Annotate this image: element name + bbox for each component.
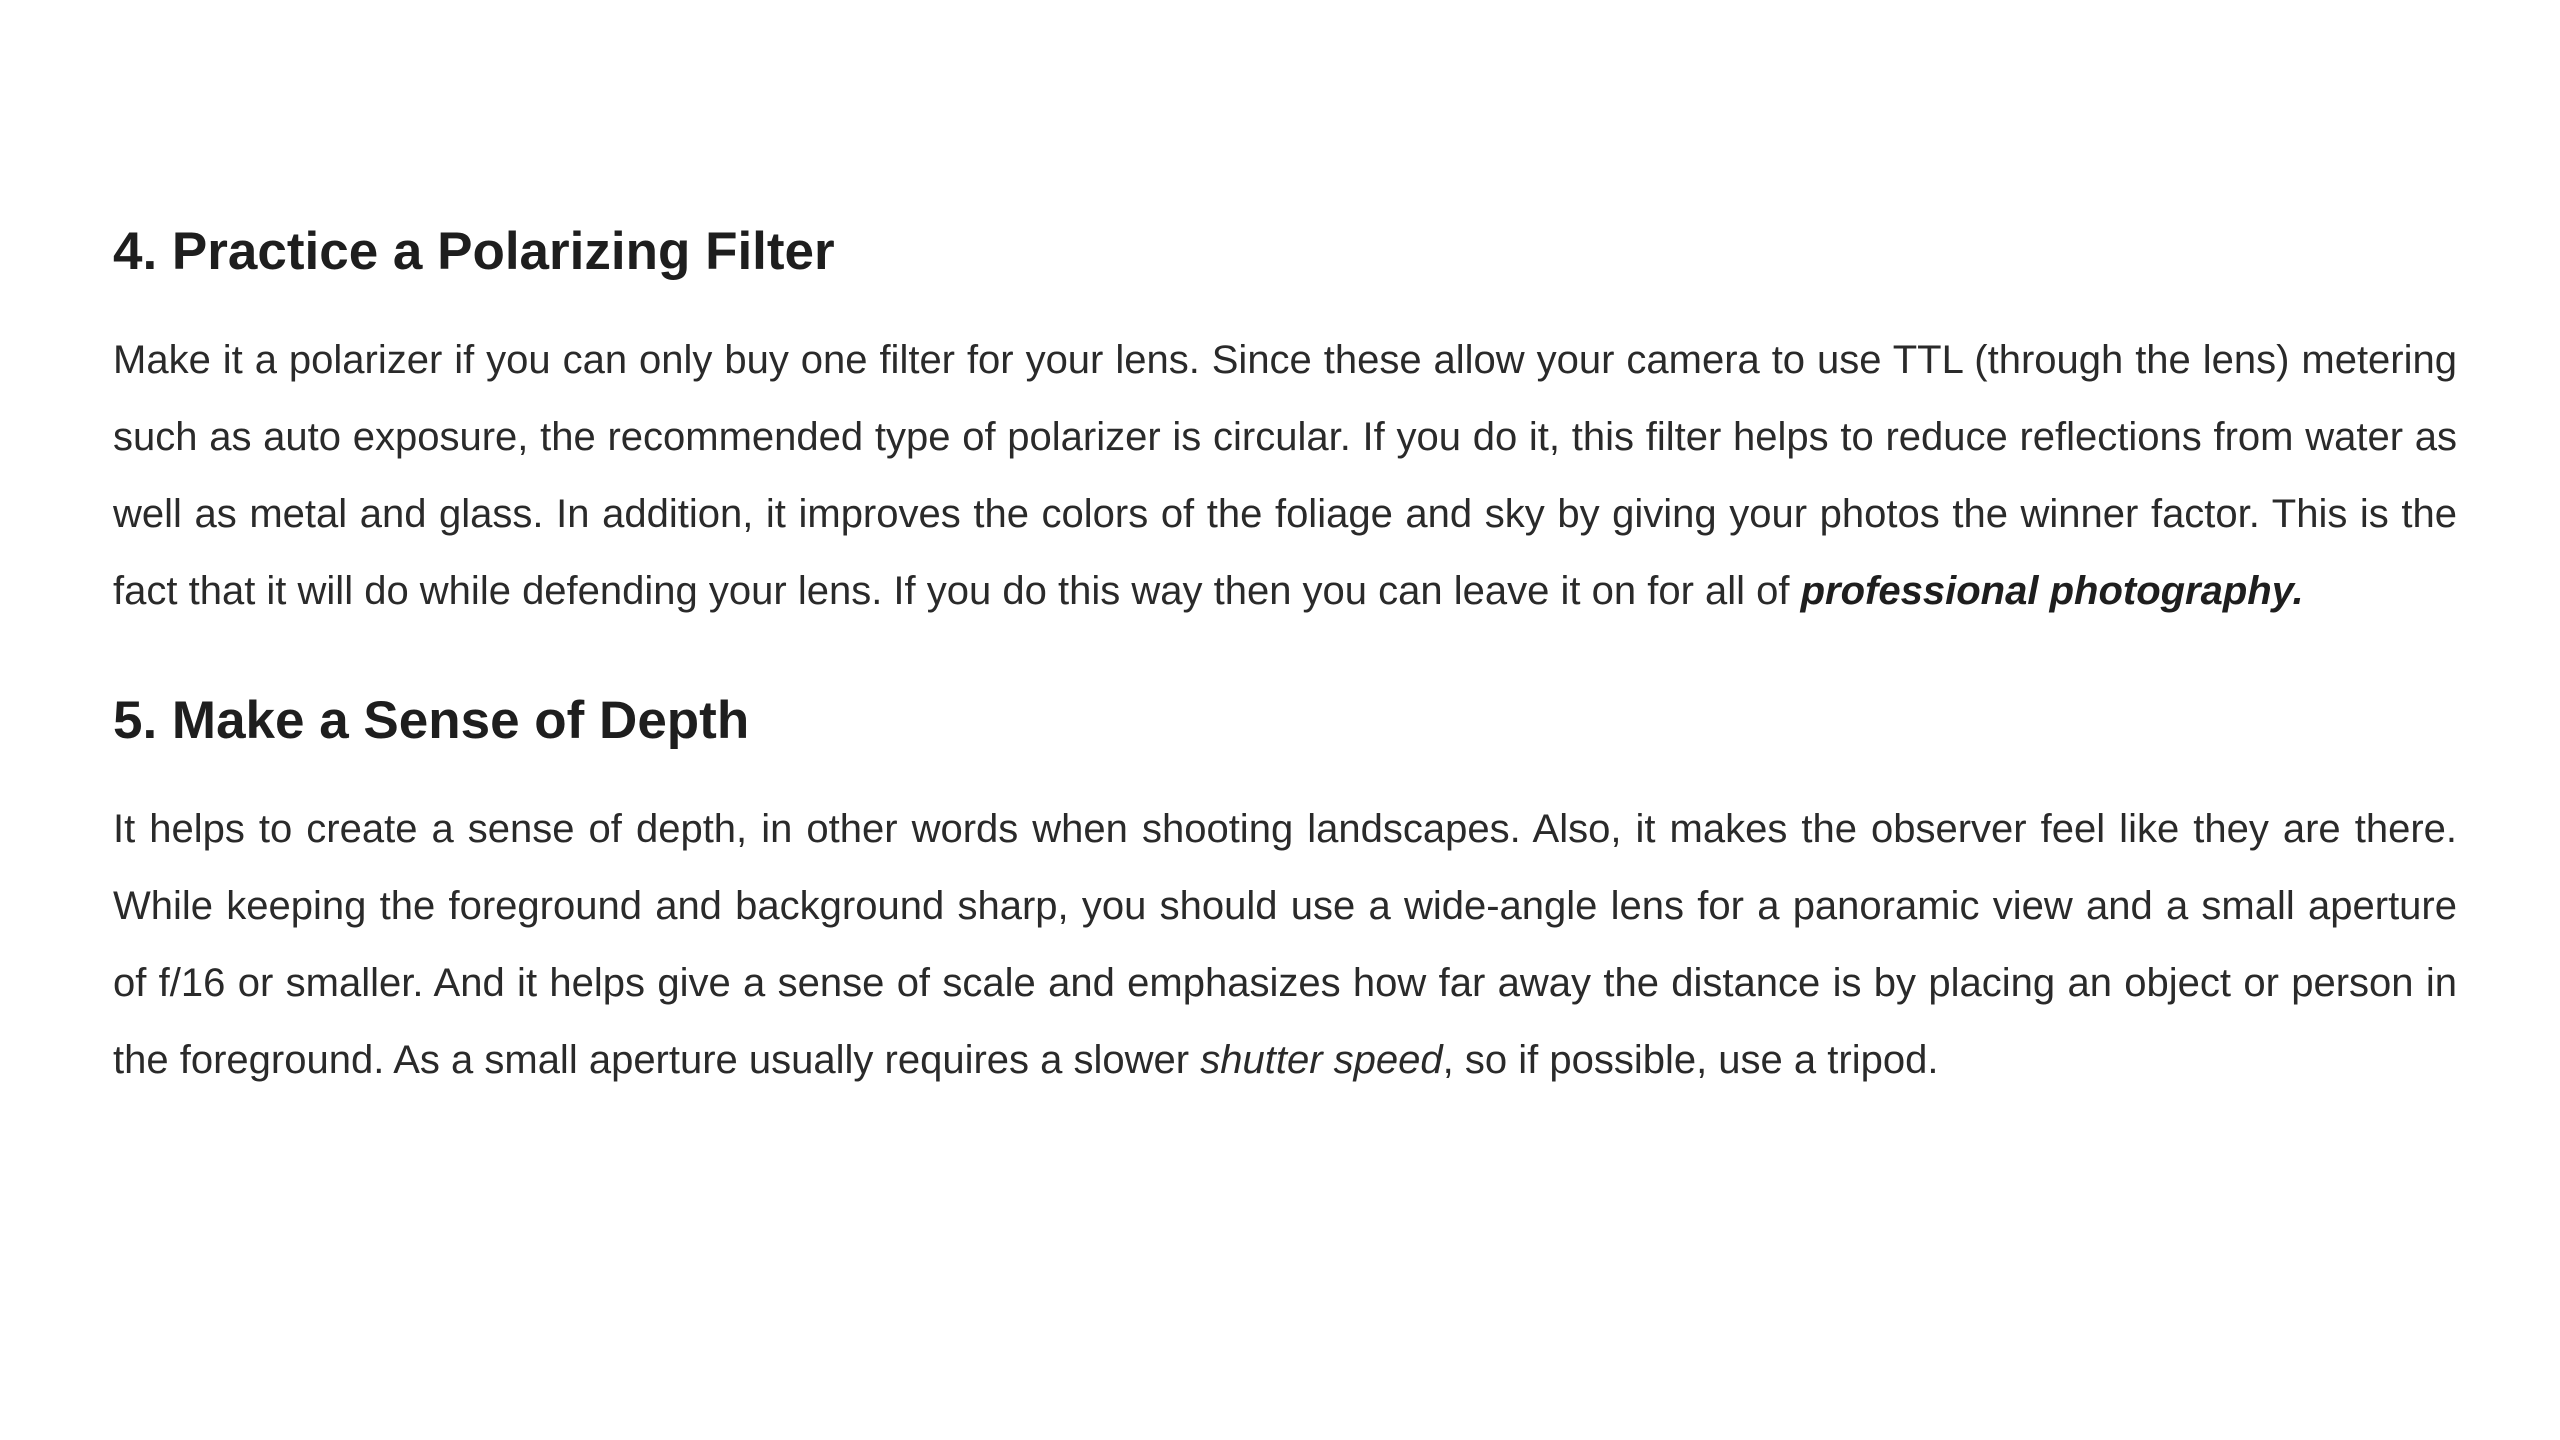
section-paragraph [113, 791, 2457, 1099]
section-heading: 5. Make a Sense of Depth [113, 691, 750, 750]
section-heading: 4. Practice a Polarizing Filter [113, 222, 835, 281]
section-sense-of-depth [113, 691, 2457, 1099]
section-paragraph [113, 322, 2457, 630]
paragraph-text: Make it a polarizer if you can only buy one filter for your lens. Since these allow your camera to use TTL (through the lens) metering such as auto exposure, the recommended type of polarizer is circular. If you do it, this filter helps to reduce reflections from water as well as metal and glass. In addition, it improves the colors of the foliage and sky by giving your photos the winner factor. This is the fact that it will do while defending your lens. If you do this way then you can leave it on for all of [113, 338, 2457, 613]
paragraph-text: , so if possible, use a tripod. [1442, 1038, 1939, 1082]
article-content [113, 210, 2457, 1099]
emphasis-text: professional photography. [1800, 569, 2304, 613]
emphasis-text: shutter speed [1200, 1038, 1443, 1082]
paragraph-text: It helps to create a sense of depth, in other words when shooting landscapes. Also, it makes the observer feel like they are there. While keeping the foreground and background sharp, you should use a wide-angle lens for a panoramic view and a small aperture of f/16 or smaller. And it helps give a sense of scale and emphasizes how far away the distance is by placing an object or person in the foreground. As a small aperture usually requires a slower [113, 807, 2457, 1082]
section-polarizing-filter [113, 222, 2457, 630]
